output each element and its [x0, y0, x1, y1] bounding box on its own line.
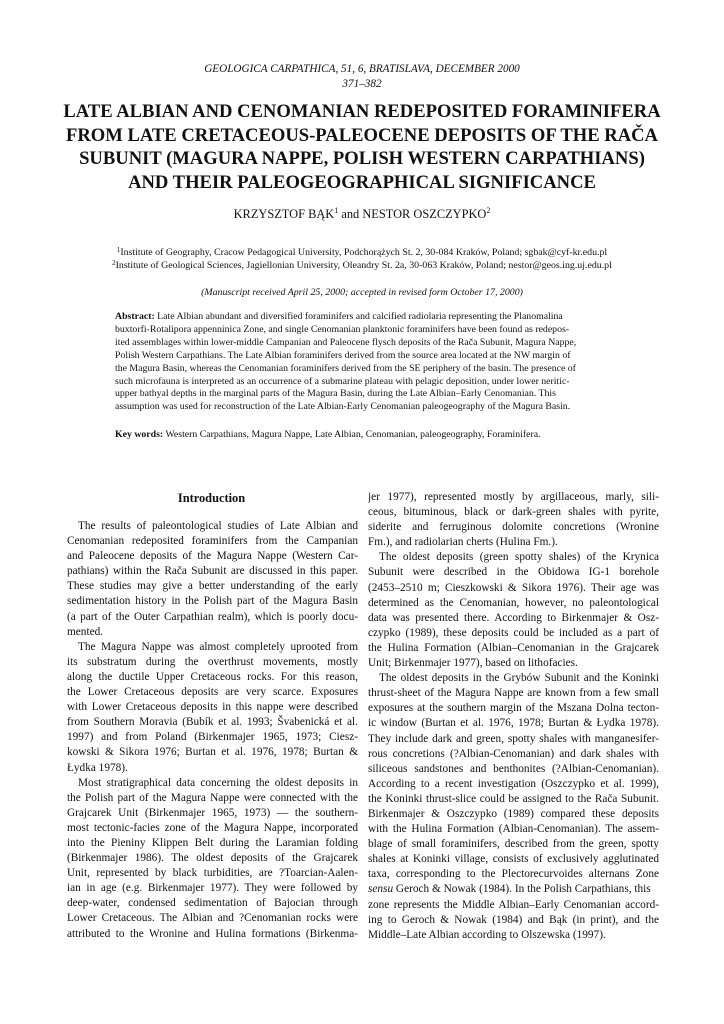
- affiliation: [0, 246, 724, 259]
- left-column: [67, 519, 358, 942]
- paragraph-line: The Magura Nappe was almost completely uprooted from: [78, 640, 358, 653]
- paragraph-line: These studies may give a better understanding of the early: [67, 580, 358, 593]
- paragraph-line: ic window (Burtan et al. 1976, 1978; Burtan & Łydka 1978).: [368, 717, 659, 730]
- manuscript-dates: (Manuscript received April 25, 2000; accepted in revised form October 17, 2000): [201, 287, 523, 298]
- paragraph-line: The oldest deposits in the Grybów Subunit and the Koninki: [379, 672, 659, 685]
- affiliation-text: Institute of Geography, Cracow Pedagogical University, Podchorążych St. 2, 30-084 Kraków, Poland; sgbak@cyf-kr.edu.pl: [120, 247, 608, 258]
- paragraph-line: Lower Cretaceous. The Albian and ?Cenomanian rocks were: [67, 912, 358, 925]
- abstract-line: assumption was used for reconstruction of the Late Albian-Early Cenomanian paleogeography of the Magura Basin.: [115, 401, 571, 413]
- abstract-label: Abstract:: [115, 311, 155, 322]
- paragraph-line: blage of small foraminifers, described from the green, spotty: [368, 838, 659, 851]
- paragraph-line: from Southern Moravia (Bubík et al. 1993; Švabenická et al.: [67, 716, 358, 729]
- paragraph-line: deep-water, condensed sedimentation of Bajocian through: [67, 897, 358, 910]
- paragraph-line: into the Pieniny Klippen Belt during the Laramian folding: [67, 836, 358, 849]
- paragraph-line: the Hulina Formation (Albian–Cenomanian in the Grajcarek: [368, 641, 659, 654]
- section-heading: Introduction: [177, 491, 246, 505]
- paragraph-line: taxa, corresponding to the Plectorecurvoides alternans Zone: [368, 868, 659, 881]
- italic-term: sensu: [368, 883, 394, 896]
- paragraph-line: (2453–2510 m; Cieszkowski & Sikora 1976). Their age was: [368, 581, 659, 594]
- paragraph-line: data was presented there. According to Birkenmajer & Osz-: [368, 611, 659, 624]
- paragraph-line: 1997) and from Poland (Birkenmajer 1965, 1973; Ciesz-: [67, 731, 358, 744]
- keywords-label: Key words:: [115, 429, 164, 440]
- paragraph-line: ian in age (e.g. Birkenmajer 1977). They were followed by: [67, 882, 358, 895]
- abstract-line: the Magura Basin, whereas the Cenomanian foraminifers derived from the SE periphery of the basin. The presence of: [115, 362, 576, 374]
- keywords-text: Western Carpathians, Magura Nappe, Late Albian, Cenomanian, paleogeography, Foraminifera.: [163, 429, 541, 440]
- author-name: KRZYSZTOF BĄK: [233, 207, 335, 221]
- affiliation: [0, 259, 724, 272]
- affiliation-marker: 1: [116, 246, 121, 254]
- paragraph-line: ceous, bituminous, black or dark-green shales with pyrite,: [368, 506, 659, 519]
- keywords: [115, 428, 615, 441]
- paragraph-line: Unit; Birkenmajer 1977), based on lithofacies.: [368, 657, 578, 670]
- paragraph-line: (a part of the Outer Carpathian realm), which is poorly docu-: [67, 610, 358, 623]
- paragraph-line: They include dark and green, spotty shales with manganesifer-: [368, 732, 659, 745]
- paragraph-line: (Birkenmajer 1986). The oldest deposits of the Grajcarek: [67, 852, 358, 865]
- paragraph-line: siderite and ferruginous dolomite concretions (Wronine: [368, 521, 659, 534]
- paragraph-line: ing to Geroch & Nowak (1984) and Bąk (in print), and the: [368, 913, 659, 926]
- paragraph-line: its substratum during the overthrust movements, mostly: [67, 655, 358, 668]
- paragraph-line: The results of paleontological studies of Late Albian and: [78, 520, 358, 532]
- title-line: AND THEIR PALEOGEOGRAPHICAL SIGNIFICANCE: [128, 171, 596, 193]
- author-name: NESTOR OSZCZYPKO: [362, 207, 487, 221]
- paragraph-line: with Lower Cretaceous deposits in this nappe were described: [67, 701, 358, 714]
- author-conjunction: and: [338, 207, 363, 221]
- title-line: SUBUNIT (MAGURA NAPPE, POLISH WESTERN CARPATHIANS): [79, 148, 645, 169]
- abstract-line: buxtorfi-Rotalipora appenninica Zone, and single Cenomanian planktonic foraminifers have been found as redepos-: [115, 323, 570, 335]
- affiliation-marker: 1: [334, 206, 339, 215]
- paragraph-line: the Polish part of the Magura Nappe were connected with the: [67, 791, 358, 804]
- paragraph-line: and Paleocene deposits of the Magura Nappe (Western Car-: [67, 550, 358, 563]
- paragraph-line: exposures at the southern margin of the Mszana Dolna tecton-: [368, 702, 659, 715]
- paragraph-line: czypko (1989), these deposits could be included as a part of: [368, 626, 659, 639]
- paragraph-line: Cenomanian redeposited foraminifers from the Campanian: [67, 535, 358, 548]
- abstract-line: ited assemblages within lower-middle Campanian and Paleocene flysch deposits of the Rača Subunit, Magura Nappe,: [115, 336, 577, 348]
- author-list: [0, 206, 724, 222]
- paragraph-line: Grajcarek Unit (Birkenmajer 1965, 1973) — the southern-: [67, 806, 358, 819]
- paragraph-line: determined as the Cenomanian, however, no paleontological: [368, 596, 659, 609]
- paragraph-line: According to a recent investigation (Oszczypko et al. 1999),: [368, 777, 659, 790]
- paragraph-line: siliceous sandstones and benthonites (?Albian-Cenomanian).: [368, 762, 659, 775]
- paragraph-line: along the ductile Upper Cretaceous rocks. For this reason,: [67, 670, 358, 683]
- paragraph-line: pathians) within the Rača Subunit are discussed in this paper.: [67, 565, 358, 578]
- abstract-text: Late Albian abundant and diversified foraminifers and calcified radiolaria representing the Planomalina: [154, 311, 563, 322]
- paragraph-line: Łydka 1978).: [67, 761, 128, 774]
- paragraph-line: Middle–Late Albian according to Olszewska (1997).: [368, 928, 606, 941]
- paragraph-line: zone represents the Middle Albian–Early Cenomanian accord-: [368, 898, 659, 911]
- paragraph-line: mented.: [67, 625, 104, 638]
- paragraph-line: sedimentation history in the Polish part of the Magura Basin: [67, 595, 358, 608]
- paragraph-line: Most stratigraphical data concerning the oldest deposits in: [78, 776, 358, 789]
- paragraph-text: Geroch & Nowak (1984). In the Polish Carpathians, this: [393, 883, 651, 896]
- paragraph-line: Fm.), and radiolarian cherts (Hulina Fm.).: [368, 536, 558, 549]
- paragraph-line: attributed to the Wronine and Hulina formations (Birkenma-: [67, 927, 358, 940]
- paragraph-line: rous concretions (?Albian-Cenomanian) and dark shales with: [368, 747, 659, 760]
- paragraph-line: kowski & Sikora 1976; Burtan et al. 1976, 1978; Burtan &: [67, 746, 358, 759]
- affiliation-marker: 2: [112, 259, 116, 267]
- title-line: LATE ALBIAN AND CENOMANIAN REDEPOSITED FORAMINIFERA: [63, 101, 661, 122]
- abstract-line: such microfauna is interpreted as an occurrence of a submarine plateau with pelagic deposition, under lower neritic-: [115, 375, 570, 387]
- paragraph-line: Birkenmajer & Oszczypko (1989) compared these deposits: [368, 807, 659, 820]
- title-line: FROM LATE CRETACEOUS-PALEOCENE DEPOSITS OF THE RAČA: [66, 124, 658, 146]
- affiliation-text: Institute of Geological Sciences, Jagiellonian University, Oleandry St. 2a, 30-063 Kraków, Poland; nestor@geos.ing.uj.edu.pl: [115, 260, 612, 271]
- affiliation-marker: 2: [486, 206, 491, 215]
- abstract-line: upper bathyal depths in the marginal parts of the Magura Basin, during the Late Albian–Early Cenomanian. This: [115, 388, 556, 400]
- paragraph-line: the Lower Cretaceous deposits are very scarce. Exposures: [67, 686, 358, 699]
- paragraph-line: Subunit were described in the Obidowa IG-1 borehole: [368, 566, 659, 579]
- abstract-line: Polish Western Carpathians. The Late Albian foraminifers derived from the source area located at the NW margin of: [115, 349, 571, 361]
- paragraph-line: with the Hulina Formation (Albian-Cenomanian). The assem-: [368, 823, 659, 836]
- abstract-line: [115, 311, 611, 324]
- paragraph-line: most tectonic-facies zone of the Magura Nappe, incorporated: [67, 821, 358, 834]
- paragraph-line: jer 1977), represented mostly by argillaceous, marly, sili-: [368, 491, 659, 503]
- paragraph-line: the Koninki thrust-slice could be assigned to the Rača Subunit.: [368, 792, 659, 805]
- abstract: [115, 311, 611, 414]
- paragraph-line: The oldest deposits (green spotty shales) of the Krynica: [379, 551, 659, 564]
- paragraph-line: [368, 882, 659, 897]
- paragraph-line: shales at Koninki village, consists of exclusively agglutinated: [368, 853, 659, 866]
- article-title: [50, 100, 674, 194]
- page-range: 371–382: [342, 78, 382, 90]
- paragraph-line: thrust-sheet of the Magura Nappe are known from a few small: [368, 687, 659, 700]
- right-column: [368, 490, 659, 943]
- paragraph-line: Unit, represented by black turbidities, are ?Toarcian-Aalen-: [67, 867, 358, 880]
- journal-header: GEOLOGICA CARPATHICA, 51, 6, BRATISLAVA, DECEMBER 2000: [204, 63, 520, 75]
